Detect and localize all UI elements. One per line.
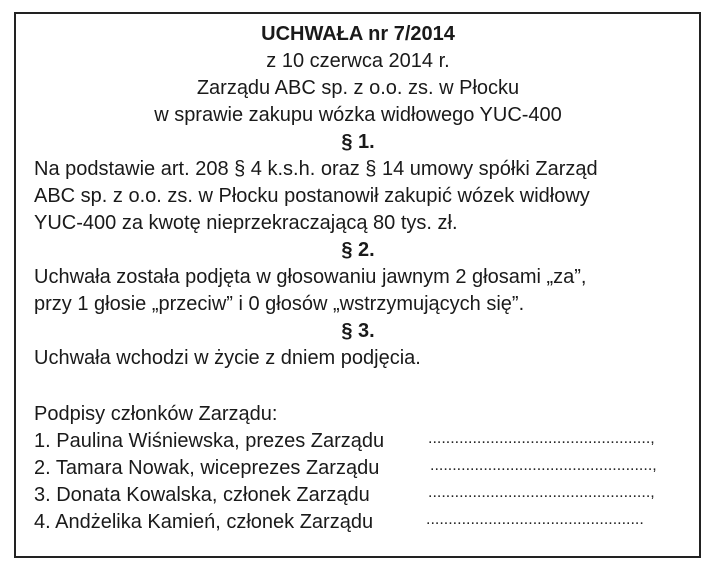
section-2-heading: § 2.	[341, 239, 375, 261]
issuer-line: Zarządu ABC sp. z o.o. zs. w Płocku	[196, 77, 520, 99]
section-3-heading: § 3.	[341, 320, 375, 342]
section-2-line: Uchwała została podjęta w głosowaniu jawnym 2 głosami „za”,	[34, 266, 587, 288]
signature-label: 3. Donata Kowalska, członek Zarządu	[34, 484, 370, 506]
section-1-line: YUC-400 za kwotę nieprzekraczającą 80 tys. zł.	[34, 212, 458, 234]
subject-line: w sprawie zakupu wózka widłowego YUC-400	[154, 104, 562, 126]
signature-label: 1. Paulina Wiśniewska, prezes Zarządu	[34, 430, 385, 452]
document-title: UCHWAŁA nr 7/2014	[261, 23, 455, 45]
section-1-heading: § 1.	[341, 131, 375, 153]
section-1-line: ABC sp. z o.o. zs. w Płocku postanowił zakupić wózek widłowy	[34, 185, 590, 207]
signature-label: 2. Tamara Nowak, wiceprezes Zarządu	[34, 457, 380, 479]
signature-dotted-line: .................................................	[426, 511, 644, 528]
section-1-line: Na podstawie art. 208 § 4 k.s.h. oraz § 14 umowy spółki Zarząd	[34, 158, 598, 180]
section-2-line: przy 1 głosie „przeciw” i 0 głosów „wstrzymujących się”.	[34, 293, 525, 315]
signature-label: 4. Andżelika Kamień, członek Zarządu	[34, 511, 374, 533]
date-line: z 10 czerwca 2014 r.	[266, 50, 450, 72]
signature-dotted-line: ..................................................,	[428, 430, 655, 447]
signature-dotted-line: ..................................................,	[430, 457, 657, 474]
section-3-line: Uchwała wchodzi w życie z dniem podjęcia.	[34, 347, 421, 369]
signatures-heading: Podpisy członków Zarządu:	[34, 403, 278, 425]
signature-dotted-line: ..................................................,	[428, 484, 655, 501]
